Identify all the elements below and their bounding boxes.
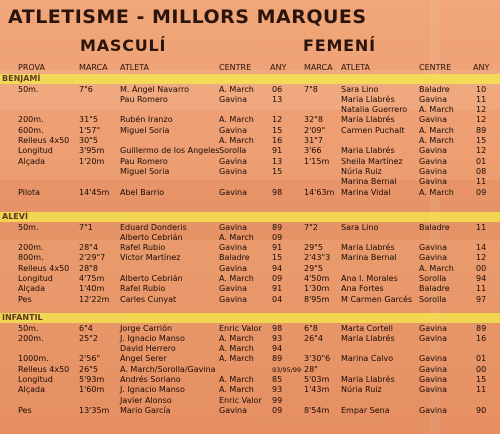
masculi-heading: MASCULÍ — [80, 36, 167, 55]
cell-atleta-fem: Núria Ruiz — [341, 166, 382, 176]
cell-centre-masc: Gavina — [219, 222, 248, 232]
cell-any-fem: 09 — [476, 187, 487, 197]
cell-centre-masc: A. March — [219, 115, 254, 125]
cell-atleta-fem: Empar Sena — [341, 405, 390, 415]
cell-atleta-masc: Alberto Cebrián — [120, 274, 183, 283]
cell-prova: Relleus 4x50 — [18, 136, 70, 145]
cell-centre-fem: Sorolla — [419, 294, 447, 304]
cell-atleta-fem: Marina Bernal — [341, 177, 397, 187]
cell-any-fem: 15 — [476, 136, 487, 145]
cell-marca-fem: 2'43"3 — [304, 253, 331, 263]
cell-marca-fem: 14'63m — [304, 187, 335, 197]
cell-marca-fem: 4'50m — [304, 274, 330, 283]
cell-atleta-masc: Rubén Iranzo — [120, 115, 173, 125]
cell-centre-masc: Gavina — [219, 187, 248, 197]
cell-atleta-masc: Ángel Serer — [120, 354, 167, 364]
header-any-masc: ANY — [270, 63, 287, 72]
cell-atleta-masc: Rafel Rubio — [120, 284, 166, 294]
cell-atleta-fem: Maria Llabrés — [341, 243, 395, 253]
cell-any-fem: 01 — [476, 156, 487, 166]
cell-any-fem: 00 — [476, 263, 487, 273]
cell-any-fem: 00 — [476, 364, 487, 374]
section-label: INFANTIL — [2, 313, 43, 322]
cell-centre-masc: Gavina — [219, 94, 248, 104]
table-row — [0, 295, 500, 305]
header-atleta-fem: ATLETA — [341, 63, 370, 72]
section-band — [0, 313, 500, 323]
cell-marca-masc: 2'56" — [79, 354, 101, 364]
table-row — [0, 167, 500, 177]
cell-centre-fem: Gavina — [419, 166, 448, 176]
cell-any-masc: 98 — [272, 187, 283, 197]
cell-marca-masc: 1'40m — [79, 284, 105, 294]
table-row — [0, 105, 500, 115]
cell-marca-masc: 28"4 — [79, 243, 98, 253]
cell-any-masc: 85 — [272, 375, 283, 384]
cell-centre-masc: A. March — [219, 344, 254, 354]
cell-centre-fem: Gavina — [419, 364, 448, 374]
cell-centre-masc: Gavina — [219, 405, 248, 415]
cell-any-fem: 94 — [476, 274, 487, 283]
cell-atleta-masc: Victor Martínez — [120, 253, 181, 263]
table-row — [0, 85, 500, 95]
cell-any-fem: 12 — [476, 253, 487, 263]
cell-any-masc: 93/95/99 — [272, 365, 302, 374]
cell-prova: 1000m. — [18, 354, 49, 364]
cell-atleta-fem: Ana Fortes — [341, 284, 384, 294]
cell-any-masc: 91 — [272, 284, 283, 294]
cell-marca-masc: 7"6 — [79, 84, 93, 94]
table-row — [0, 324, 500, 334]
cell-any-masc: 94 — [272, 263, 283, 273]
cell-atleta-fem: Sara Lino — [341, 222, 379, 232]
table-row — [0, 284, 500, 294]
cell-prova: 50m. — [18, 323, 39, 333]
cell-marca-fem: 26"4 — [304, 333, 323, 343]
cell-centre-masc: A. March — [219, 274, 254, 283]
cell-prova: Alçada — [18, 385, 45, 395]
cell-centre-fem: Gavina — [419, 177, 448, 187]
cell-prova: 200m. — [18, 243, 44, 253]
cell-atleta-masc: Eduard Donderis — [120, 222, 187, 232]
cell-atleta-fem: Maria Llabrés — [341, 333, 395, 343]
cell-atleta-masc: Carles Cunyat — [120, 294, 177, 304]
cell-prova: Longitud — [18, 146, 53, 156]
cell-centre-fem: Gavina — [419, 323, 448, 333]
table-row — [0, 223, 500, 233]
cell-centre-fem: Gavina — [419, 253, 448, 263]
cell-atleta-fem: Ana I. Morales — [341, 274, 398, 283]
cell-marca-fem: 32"8 — [304, 115, 323, 125]
cell-centre-fem: Gavina — [419, 333, 448, 343]
cell-marca-fem: 7"2 — [304, 222, 318, 232]
table-row — [0, 396, 500, 406]
cell-marca-fem: 1'15m — [304, 156, 330, 166]
cell-atleta-masc: M. Ángel Navarro — [120, 84, 189, 94]
cell-atleta-masc: Miguel Soria — [120, 166, 170, 176]
cell-centre-masc: Gavina — [219, 125, 248, 135]
cell-any-masc: 16 — [272, 136, 283, 145]
cell-centre-fem: A. March — [419, 187, 454, 197]
cell-marca-masc: 30"5 — [79, 136, 98, 145]
table-row — [0, 334, 500, 344]
cell-atleta-masc: Andrés Soriano — [120, 375, 181, 384]
section-label: BENJAMÍ — [2, 74, 41, 83]
cell-atleta-fem: Sheila Martínez — [341, 156, 403, 166]
cell-marca-masc: 25"2 — [79, 333, 98, 343]
cell-any-fem: 97 — [476, 294, 487, 304]
cell-centre-masc: A. March — [219, 136, 254, 145]
cell-prova: Alçada — [18, 156, 45, 166]
cell-centre-fem: Sorolla — [419, 274, 447, 283]
table-row — [0, 375, 500, 385]
cell-atleta-masc: J. Ignacio Manso — [120, 385, 185, 395]
cell-centre-masc: Enric Valor — [219, 323, 262, 333]
cell-any-masc: 89 — [272, 354, 283, 364]
cell-centre-fem: A. March — [419, 263, 454, 273]
header-centre-masc: CENTRE — [219, 63, 252, 72]
cell-centre-fem: Gavina — [419, 156, 448, 166]
cell-any-masc: 89 — [272, 222, 283, 232]
cell-marca-masc: 14'45m — [79, 187, 110, 197]
cell-centre-fem: Gavina — [419, 243, 448, 253]
cell-marca-fem: 28" — [304, 364, 318, 374]
cell-centre-masc: A. March — [219, 232, 254, 242]
cell-atleta-fem: Sara Lino — [341, 84, 379, 94]
cell-centre-fem: Gavina — [419, 94, 448, 104]
table-row — [0, 115, 500, 125]
cell-marca-fem: 3'66 — [304, 146, 322, 156]
table-row — [0, 253, 500, 263]
cell-marca-masc: 12'22m — [79, 294, 110, 304]
cell-centre-masc: Enric Valor — [219, 395, 262, 405]
cell-centre-fem: Gavina — [419, 354, 448, 364]
cell-any-masc: 15 — [272, 166, 283, 176]
cell-marca-masc: 2'29"7 — [79, 253, 106, 263]
cell-any-fem: 10 — [476, 84, 487, 94]
cell-any-fem: 11 — [476, 94, 487, 104]
cell-atleta-masc: J. Ignacio Manso — [120, 333, 185, 343]
femeni-heading: FEMENÍ — [303, 36, 376, 55]
cell-atleta-fem: Marina Calvo — [341, 354, 394, 364]
cell-centre-fem: Gavina — [419, 115, 448, 125]
cell-centre-fem: Gavina — [419, 375, 448, 384]
header-atleta-masc: ATLETA — [120, 63, 149, 72]
cell-centre-masc: Gavina — [219, 156, 248, 166]
cell-centre-masc: A. March — [219, 84, 254, 94]
table-row — [0, 157, 500, 167]
cell-centre-fem: A. March — [419, 105, 454, 115]
cell-centre-fem: Baladre — [419, 222, 450, 232]
cell-marca-fem: 1'30m — [304, 284, 330, 294]
cell-atleta-masc: Javier Alonso — [120, 395, 172, 405]
cell-prova: Alçada — [18, 284, 45, 294]
cell-marca-masc: 6"4 — [79, 323, 93, 333]
cell-atleta-masc: A. March/Sorolla/Gavina — [120, 364, 216, 374]
cell-centre-masc: A. March — [219, 375, 254, 384]
cell-atleta-masc: Jorge Carrión — [120, 323, 173, 333]
cell-marca-fem: 31"7 — [304, 136, 323, 145]
cell-atleta-masc: Alberto Cebrián — [120, 232, 183, 242]
table-row — [0, 243, 500, 253]
cell-marca-fem: 3'30"6 — [304, 354, 331, 364]
cell-marca-masc: 26"5 — [79, 364, 98, 374]
cell-prova: 200m. — [18, 115, 44, 125]
cell-any-masc: 94 — [272, 344, 283, 354]
cell-atleta-fem: M Carmen Garcés — [341, 294, 413, 304]
table-row — [0, 264, 500, 274]
cell-marca-masc: 4'75m — [79, 274, 105, 283]
cell-any-masc: 15 — [272, 125, 283, 135]
cell-any-fem: 89 — [476, 323, 487, 333]
cell-any-fem: 01 — [476, 354, 487, 364]
cell-prova: Longitud — [18, 375, 53, 384]
table-row — [0, 274, 500, 284]
cell-any-masc: 09 — [272, 232, 283, 242]
header-marca-masc: MARCA — [79, 63, 108, 72]
cell-centre-masc: A. March — [219, 354, 254, 364]
table-row — [0, 354, 500, 364]
table-row — [0, 233, 500, 243]
cell-any-fem: 11 — [476, 284, 487, 294]
cell-any-fem: 11 — [476, 177, 487, 187]
cell-atleta-fem: Carmen Puchalt — [341, 125, 405, 135]
section-band — [0, 212, 500, 222]
cell-atleta-fem: Núria Ruiz — [341, 385, 382, 395]
cell-any-fem: 16 — [476, 333, 487, 343]
cell-centre-masc: Baladre — [219, 253, 250, 263]
cell-marca-fem: 29"5 — [304, 243, 323, 253]
cell-atleta-fem: Natalia Guerrero — [341, 105, 408, 115]
cell-centre-fem: Baladre — [419, 284, 450, 294]
table-row — [0, 188, 500, 198]
cell-any-fem: 15 — [476, 375, 487, 384]
cell-prova: Relleus 4x50 — [18, 364, 70, 374]
cell-marca-fem: 6"8 — [304, 323, 318, 333]
cell-marca-masc: 31"5 — [79, 115, 98, 125]
cell-any-masc: 93 — [272, 333, 283, 343]
cell-centre-masc: Gavina — [219, 243, 248, 253]
cell-any-fem: 14 — [476, 243, 487, 253]
table-row — [0, 406, 500, 416]
cell-any-masc: 99 — [272, 395, 283, 405]
table-row — [0, 365, 500, 375]
cell-any-masc: 91 — [272, 146, 283, 156]
cell-prova: Relleus 4x50 — [18, 263, 70, 273]
cell-centre-fem: A. March — [419, 136, 454, 145]
table-row — [0, 344, 500, 354]
cell-marca-masc: 13'35m — [79, 405, 110, 415]
cell-marca-masc: 5'93m — [79, 375, 105, 384]
cell-any-masc: 12 — [272, 115, 283, 125]
cell-any-fem: 90 — [476, 405, 487, 415]
cell-any-fem: 89 — [476, 125, 487, 135]
cell-atleta-fem: Maria Llabrés — [341, 115, 395, 125]
header-centre-fem: CENTRE — [419, 63, 452, 72]
cell-marca-fem: 29"5 — [304, 263, 323, 273]
cell-any-masc: 04 — [272, 294, 283, 304]
cell-centre-masc: A. March — [219, 385, 254, 395]
cell-atleta-fem: Marina Bernal — [341, 253, 397, 263]
cell-marca-fem: 8'95m — [304, 294, 330, 304]
table-row — [0, 385, 500, 395]
table-row — [0, 95, 500, 105]
cell-centre-masc: Gavina — [219, 166, 248, 176]
cell-prova: 50m. — [18, 84, 39, 94]
cell-atleta-masc: Rafel Rubio — [120, 243, 166, 253]
table-row — [0, 146, 500, 156]
cell-atleta-masc: Pau Romero — [120, 156, 168, 166]
page-title: ATLETISME - MILLORS MARQUES — [8, 6, 367, 28]
header-prova: PROVA — [18, 63, 45, 72]
cell-marca-masc: 7"1 — [79, 222, 93, 232]
cell-centre-fem: A. March — [419, 125, 454, 135]
cell-prova: Pilota — [18, 187, 41, 197]
cell-any-fem: 11 — [476, 222, 487, 232]
section-label: ALEVÍ — [2, 212, 28, 221]
cell-atleta-masc: Abel Barrio — [120, 187, 165, 197]
cell-atleta-fem: Maria Llabrés — [341, 375, 395, 384]
section-band — [0, 74, 500, 84]
cell-prova: Pes — [18, 294, 32, 304]
table-row — [0, 177, 500, 187]
cell-prova: 800m. — [18, 253, 44, 263]
cell-centre-masc: Gavina — [219, 294, 248, 304]
cell-any-masc: 15 — [272, 253, 283, 263]
cell-any-masc: 13 — [272, 94, 283, 104]
cell-marca-masc: 1'57" — [79, 125, 101, 135]
cell-marca-masc: 3'95m — [79, 146, 105, 156]
cell-atleta-fem: Marina Vidal — [341, 187, 391, 197]
cell-any-fem: 12 — [476, 105, 487, 115]
header-marca-fem: MARCA — [304, 63, 333, 72]
cell-centre-masc: Gavina — [219, 263, 248, 273]
cell-marca-fem: 8'54m — [304, 405, 330, 415]
cell-any-masc: 06 — [272, 84, 283, 94]
cell-marca-fem: 2'09" — [304, 125, 326, 135]
cell-atleta-fem: Maria Llabrés — [341, 94, 395, 104]
cell-centre-fem: Gavina — [419, 385, 448, 395]
cell-atleta-masc: Mario García — [120, 405, 171, 415]
cell-atleta-masc: David Herrero — [120, 344, 176, 354]
cell-marca-fem: 7"8 — [304, 84, 318, 94]
cell-atleta-fem: Maria Llabrés — [341, 146, 395, 156]
cell-centre-fem: Gavina — [419, 405, 448, 415]
cell-atleta-masc: Guillermo de los Angeles — [120, 146, 220, 156]
cell-any-masc: 09 — [272, 274, 283, 283]
cell-centre-fem: Gavina — [419, 146, 448, 156]
cell-marca-fem: 5'03m — [304, 375, 330, 384]
cell-any-masc: 93 — [272, 385, 283, 395]
cell-centre-masc: A. March — [219, 333, 254, 343]
cell-prova: Pes — [18, 405, 32, 415]
cell-centre-masc: Gavina — [219, 284, 248, 294]
cell-any-fem: 12 — [476, 115, 487, 125]
cell-any-masc: 09 — [272, 405, 283, 415]
cell-any-fem: 12 — [476, 146, 487, 156]
cell-any-masc: 98 — [272, 323, 283, 333]
cell-atleta-masc: Pau Romero — [120, 94, 168, 104]
cell-any-fem: 08 — [476, 166, 487, 176]
cell-prova: 200m. — [18, 333, 44, 343]
cell-prova: 600m. — [18, 125, 44, 135]
cell-prova: 50m. — [18, 222, 39, 232]
cell-atleta-fem: Marta Cortell — [341, 323, 393, 333]
cell-marca-masc: 1'20m — [79, 156, 105, 166]
header-any-fem: ANY — [473, 63, 490, 72]
cell-centre-fem: Baladre — [419, 84, 450, 94]
cell-any-masc: 91 — [272, 243, 283, 253]
table-row — [0, 136, 500, 146]
cell-marca-masc: 28"8 — [79, 263, 98, 273]
cell-marca-masc: 1'60m — [79, 385, 105, 395]
cell-any-fem: 11 — [476, 385, 487, 395]
cell-any-masc: 13 — [272, 156, 283, 166]
table-row — [0, 126, 500, 136]
cell-atleta-masc: Miguel Soria — [120, 125, 170, 135]
cell-prova: Longitud — [18, 274, 53, 283]
cell-centre-masc: Sorolla — [219, 146, 247, 156]
cell-marca-fem: 1'43m — [304, 385, 330, 395]
